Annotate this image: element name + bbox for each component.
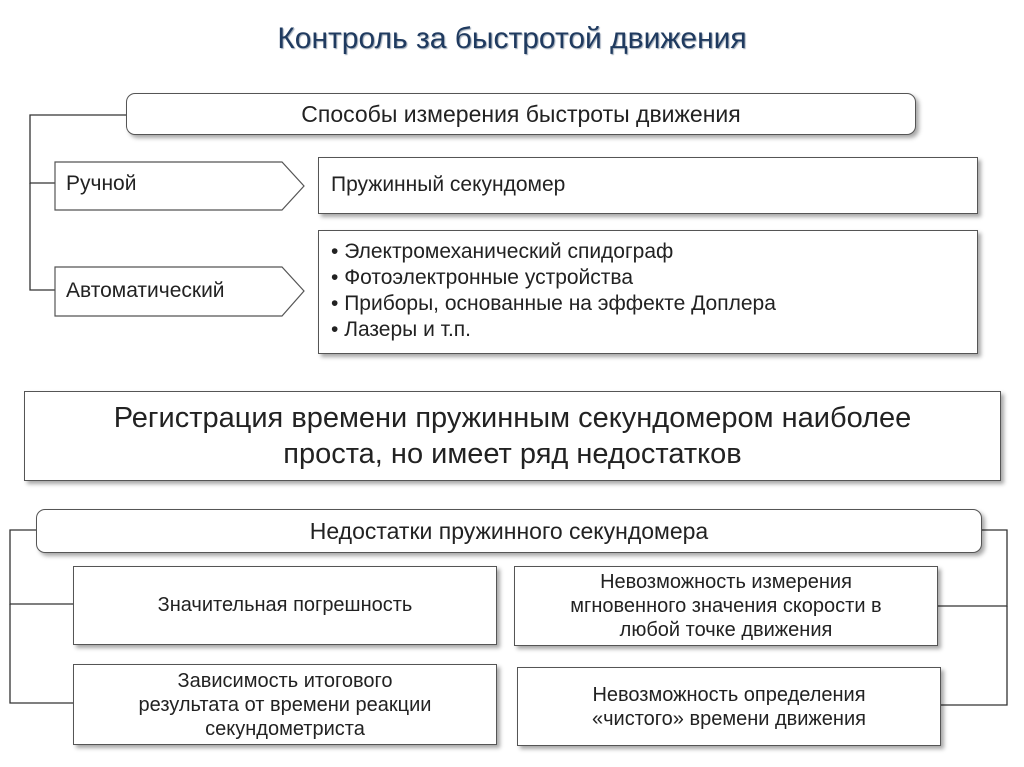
drawback-text: секундометриста [205,717,365,740]
note-box [24,391,1001,481]
page-title: Контроль за быстротой движения [277,22,747,55]
methods-header [126,93,916,135]
drawback-card [73,566,497,645]
drawback-text: Значительная погрешность [157,594,413,616]
automatic-devices-list [331,239,977,343]
drawback-text: Невозможность измерения [600,571,852,593]
drawback-text: любой точке движения [619,619,833,641]
note-line-1: Регистрация времени пружинным секундомером наиболее [113,402,912,434]
drawbacks-header [36,509,982,553]
connector-drawback-3 [10,604,73,703]
manual-device: Пружинный секундомер [331,173,566,196]
connector-automatic [30,183,55,290]
drawback-text: Невозможность определения [592,683,866,706]
connector-drawback-4 [941,606,1007,705]
automatic-devices-box [318,230,978,354]
drawbacks-header-text: Недостатки пружинного секундомера [309,517,709,544]
drawback-card [517,667,941,746]
automatic-label: Автоматический [66,279,225,302]
drawback-text: Зависимость итогового [177,669,393,692]
drawback-card [73,664,497,745]
methods-header-text: Способы измерения быстроты движения [301,100,741,127]
drawback-text: «чистого» времени движения [592,707,866,730]
automatic-device: • Лазеры и т.п. [331,317,977,343]
drawback-card [514,566,938,646]
manual-label: Ручной [66,172,137,195]
manual-devices-box [318,157,978,214]
automatic-device: • Приборы, основанные на эффекте Доплера [331,291,977,317]
automatic-device: • Электромеханический спидограф [331,239,977,265]
drawback-text: мгновенного значения скорости в [570,595,882,617]
drawback-text: результата от времени реакции [138,693,432,716]
automatic-device: • Фотоэлектронные устройства [331,265,977,291]
note-line-2: проста, но имеет ряд недостатков [283,438,742,470]
